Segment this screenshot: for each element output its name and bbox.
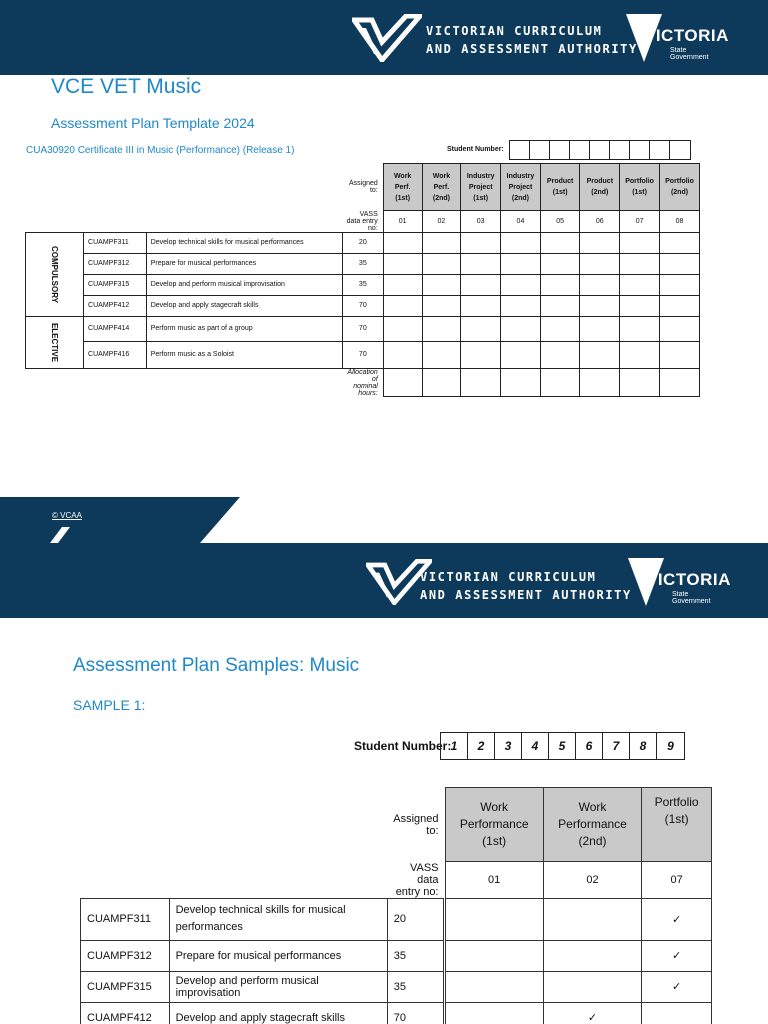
table-row <box>81 1002 712 1024</box>
table-row <box>26 274 700 295</box>
table-row <box>26 341 700 368</box>
check-cell[interactable] <box>445 1002 543 1024</box>
column-header: Work Performance (2nd) <box>543 788 641 862</box>
column-header: Portfolio (1st) <box>642 788 712 862</box>
unit-title: Develop technical skills for musical performances <box>146 232 342 253</box>
vass-label: VASS data entry no: <box>395 861 439 898</box>
vass-number: 04 <box>501 211 541 233</box>
vass-number: 02 <box>543 862 641 899</box>
unit-code: CUAMPF311 <box>81 898 170 940</box>
vass-number: 03 <box>461 211 501 233</box>
check-cell[interactable] <box>445 971 543 1002</box>
unit-code: CUAMPF312 <box>81 940 170 971</box>
student-number-box[interactable] <box>630 141 650 159</box>
student-number-boxes[interactable] <box>509 140 691 160</box>
unit-title: Develop and perform musical improvisation <box>169 971 387 1002</box>
unit-hours: 70 <box>342 295 383 316</box>
unit-code: CUAMPF414 <box>84 316 147 341</box>
column-header: Portfolio (1st) <box>620 164 660 211</box>
group-elective: ELECTIVE <box>26 316 84 368</box>
copyright-link[interactable]: © VCAA <box>52 511 82 520</box>
check-cell[interactable] <box>445 940 543 971</box>
vass-number: 01 <box>445 862 543 899</box>
student-digit[interactable]: 5 <box>549 733 576 759</box>
table-row <box>26 232 700 253</box>
unit-code: CUAMPF416 <box>84 341 147 368</box>
victoria-word: VICTORIA <box>646 570 731 589</box>
victoria-government-logo <box>626 556 731 608</box>
government-label: Government <box>670 54 709 61</box>
column-header: Industry Project (2nd) <box>501 164 541 211</box>
vcaa-wordmark <box>426 22 638 58</box>
vcaa-line-2: AND ASSESSMENT AUTHORITY <box>426 42 638 56</box>
student-number-label: Student Number: <box>447 146 504 153</box>
unit-hours: 35 <box>342 253 383 274</box>
page-subtitle: Assessment Plan Template 2024 <box>51 115 255 131</box>
unit-title: Prepare for musical performances <box>146 253 342 274</box>
column-header: Work Perf. (1st) <box>383 164 422 211</box>
vcaa-line-1: VICTORIAN CURRICULUM <box>420 570 597 584</box>
student-number-box[interactable] <box>550 141 570 159</box>
vass-number: 02 <box>422 211 461 233</box>
student-number-label: Student Number: <box>354 739 452 753</box>
student-digit[interactable]: 3 <box>495 733 522 759</box>
table-row <box>26 295 700 316</box>
unit-hours: 70 <box>342 316 383 341</box>
vass-number: 07 <box>620 211 660 233</box>
column-header: Industry Project (1st) <box>461 164 501 211</box>
vass-number: 08 <box>660 211 700 233</box>
certificate-title: CUA30920 Certificate III in Music (Performance) (Release 1) <box>26 145 295 156</box>
student-digit[interactable]: 8 <box>630 733 657 759</box>
victoria-word: VICTORIA <box>644 26 729 45</box>
vass-number: 05 <box>540 211 580 233</box>
vcaa-logo-icon <box>352 14 422 62</box>
column-header: Product (1st) <box>540 164 580 211</box>
victoria-government-logo <box>624 12 729 64</box>
table-row <box>81 898 712 940</box>
unit-code: CUAMPF311 <box>84 232 147 253</box>
header-banner <box>0 0 768 75</box>
unit-title: Develop technical skills for musical performances <box>169 898 387 940</box>
vass-number: 07 <box>642 862 712 899</box>
vass-number: 01 <box>383 211 422 233</box>
check-cell[interactable] <box>543 940 641 971</box>
unit-title: Prepare for musical performances <box>169 940 387 971</box>
check-cell[interactable]: ✓ <box>642 898 712 940</box>
samples-title: Assessment Plan Samples: Music <box>73 655 360 676</box>
column-header: Product (2nd) <box>580 164 620 211</box>
table-row <box>81 940 712 971</box>
state-label: State <box>672 591 689 598</box>
page-title: VCE VET Music <box>51 75 202 98</box>
student-digit[interactable]: 2 <box>468 733 495 759</box>
unit-hours: 35 <box>387 940 443 971</box>
unit-title: Develop and perform musical improvisation <box>146 274 342 295</box>
student-number-box[interactable] <box>670 141 690 159</box>
student-number-boxes[interactable] <box>440 732 685 760</box>
check-cell[interactable] <box>642 1002 712 1024</box>
check-cell[interactable] <box>543 971 641 1002</box>
unit-code: CUAMPF312 <box>84 253 147 274</box>
unit-hours: 70 <box>387 1002 443 1024</box>
student-number-box[interactable] <box>590 141 610 159</box>
unit-code: CUAMPF412 <box>81 1002 170 1024</box>
group-compulsory: COMPULSORY <box>26 232 84 316</box>
unit-title: Develop and apply stagecraft skills <box>169 1002 387 1024</box>
assigned-to-label: Assigned to: <box>348 180 378 194</box>
sample-assessment-table <box>80 787 712 1024</box>
vcaa-line-2: AND ASSESSMENT AUTHORITY <box>420 588 632 602</box>
vcaa-wordmark <box>420 568 632 604</box>
student-digit[interactable]: 7 <box>603 733 630 759</box>
column-header: Work Perf. (2nd) <box>422 164 461 211</box>
table-row <box>81 971 712 1002</box>
student-number-box[interactable] <box>510 141 530 159</box>
unit-hours: 20 <box>342 232 383 253</box>
government-label: Government <box>672 598 711 605</box>
column-header: Work Performance (1st) <box>445 788 543 862</box>
state-label: State <box>670 47 687 54</box>
assigned-to-label: Assigned to: <box>393 812 439 837</box>
unit-hours: 20 <box>387 898 443 940</box>
unit-hours: 35 <box>342 274 383 295</box>
unit-code: CUAMPF412 <box>84 295 147 316</box>
unit-hours: 35 <box>387 971 443 1002</box>
student-number-box[interactable] <box>650 141 670 159</box>
student-number-box[interactable] <box>610 141 630 159</box>
student-digit[interactable]: 6 <box>576 733 603 759</box>
student-digit[interactable]: 9 <box>667 739 674 753</box>
unit-title: Perform music as a Soloist <box>146 341 342 368</box>
vcaa-line-1: VICTORIAN CURRICULUM <box>426 24 603 38</box>
sample-label: SAMPLE 1: <box>73 697 146 713</box>
unit-code: CUAMPF315 <box>81 971 170 1002</box>
column-header: Portfolio (2nd) <box>660 164 700 211</box>
unit-title: Perform music as part of a group <box>146 316 342 341</box>
student-number-box[interactable] <box>530 141 550 159</box>
assessment-template-table <box>25 163 700 397</box>
check-cell[interactable] <box>445 898 543 940</box>
table-row <box>26 253 700 274</box>
check-cell[interactable]: ✓ <box>543 1002 641 1024</box>
student-number-box[interactable] <box>570 141 590 159</box>
allocation-label: Allocation of nominal hours: <box>347 368 378 397</box>
student-digit[interactable]: 1 <box>441 733 468 759</box>
table-row <box>26 316 700 341</box>
check-cell[interactable] <box>543 898 641 940</box>
check-cell[interactable]: ✓ <box>642 971 712 1002</box>
vass-label: VASS data entry no: <box>346 210 378 232</box>
unit-code: CUAMPF315 <box>84 274 147 295</box>
check-cell[interactable]: ✓ <box>642 940 712 971</box>
student-digit[interactable]: 4 <box>522 733 549 759</box>
unit-hours: 70 <box>342 341 383 368</box>
footer-graphic <box>0 497 240 543</box>
unit-title: Develop and apply stagecraft skills <box>146 295 342 316</box>
header-banner-page-2 <box>0 543 768 618</box>
vass-number: 06 <box>580 211 620 233</box>
